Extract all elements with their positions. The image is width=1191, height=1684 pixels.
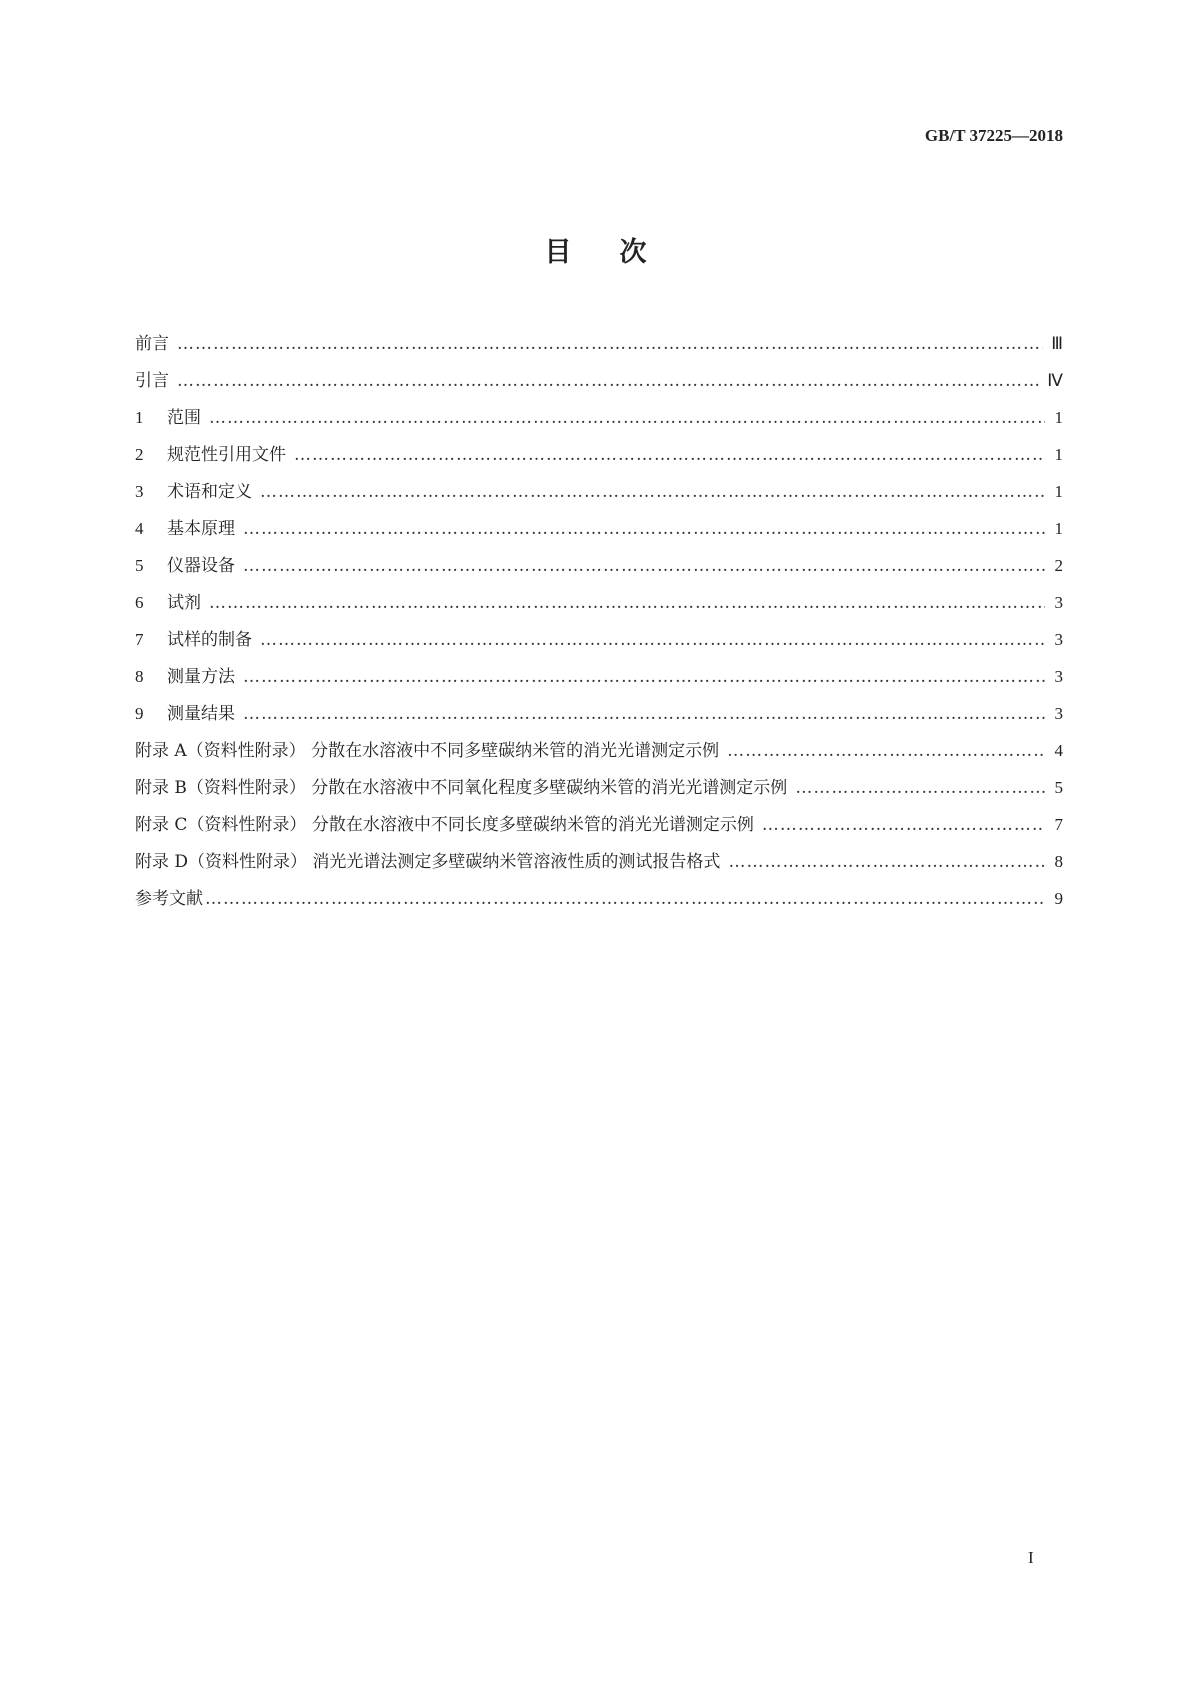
toc-entry-page: 2 <box>1054 556 1063 575</box>
toc-entry-label: 参考文献 <box>135 889 203 909</box>
toc-entry-page: 3 <box>1054 593 1063 612</box>
dot-leader <box>795 778 1045 798</box>
toc-entry-page: 1 <box>1054 482 1063 501</box>
dot-leader <box>260 630 1045 650</box>
toc-entry-number: 5 <box>135 556 144 575</box>
dot-leader <box>209 408 1045 428</box>
page-number: I <box>1028 1548 1034 1567</box>
toc-entry-number: 2 <box>135 445 144 464</box>
dot-leader <box>205 889 1045 909</box>
toc-entry-label: 仪器设备 <box>167 556 235 576</box>
toc-entry-number: 6 <box>135 593 144 612</box>
toc-entry-page: 3 <box>1054 630 1063 649</box>
toc-entry[interactable] <box>135 736 1063 773</box>
toc-entry-label: 测量结果 <box>167 704 235 724</box>
toc-entry-label: 附录 A（资料性附录） 分散在水溶液中不同多壁碳纳米管的消光光谱测定示例 <box>135 741 720 761</box>
dot-leader <box>728 852 1045 872</box>
toc-entry[interactable] <box>135 366 1063 403</box>
toc-entry[interactable] <box>135 514 1063 551</box>
toc-entry-number: 1 <box>135 408 144 427</box>
toc-entry-label: 附录 D（资料性附录） 消光光谱法测定多壁碳纳米管溶液性质的测试报告格式 <box>135 852 721 872</box>
dot-leader <box>260 482 1045 502</box>
toc-entry-label: 附录 C（资料性附录） 分散在水溶液中不同长度多壁碳纳米管的消光光谱测定示例 <box>135 815 754 835</box>
dot-leader <box>243 519 1045 539</box>
toc-entry-label: 范围 <box>167 408 201 428</box>
toc-entry-page: 9 <box>1054 889 1063 908</box>
toc-entry-label: 基本原理 <box>167 519 235 539</box>
toc-entry[interactable] <box>135 588 1063 625</box>
toc-entry-page: 1 <box>1054 519 1063 538</box>
toc-entry-page: 1 <box>1054 408 1063 427</box>
toc-entry-label: 引言 <box>135 371 169 391</box>
toc-entry[interactable] <box>135 625 1063 662</box>
toc-entry-page: Ⅲ <box>1051 334 1063 353</box>
toc-entry-page: 3 <box>1054 667 1063 686</box>
toc-entry-label: 附录 B（资料性附录） 分散在水溶液中不同氧化程度多壁碳纳米管的消光光谱测定示例 <box>135 778 788 798</box>
dot-leader <box>209 593 1045 613</box>
dot-leader <box>294 445 1045 465</box>
page-title: 目次 <box>544 237 695 268</box>
dot-leader <box>727 741 1045 761</box>
toc-entry-page: 4 <box>1054 741 1063 760</box>
toc-entry[interactable] <box>135 329 1063 366</box>
toc-entry-label: 试剂 <box>167 593 201 613</box>
toc-entry[interactable] <box>135 403 1063 440</box>
toc-entry-label: 测量方法 <box>167 667 235 687</box>
toc-entry-page: 3 <box>1054 704 1063 723</box>
toc-entry[interactable] <box>135 662 1063 699</box>
toc-entry-label: 试样的制备 <box>167 630 252 650</box>
table-of-contents <box>135 329 1063 921</box>
toc-entry[interactable] <box>135 884 1063 921</box>
standard-number: GB/T 37225—2018 <box>924 126 1063 145</box>
toc-entry[interactable] <box>135 440 1063 477</box>
toc-entry-page: 5 <box>1054 778 1063 797</box>
dot-leader <box>177 334 1043 354</box>
toc-entry-label: 前言 <box>135 334 169 354</box>
toc-entry-number: 8 <box>135 667 144 686</box>
toc-entry-number: 9 <box>135 704 144 723</box>
toc-entry[interactable] <box>135 699 1063 736</box>
toc-entry[interactable] <box>135 847 1063 884</box>
toc-entry-number: 7 <box>135 630 144 649</box>
dot-leader <box>243 667 1045 687</box>
toc-entry-number: 3 <box>135 482 144 501</box>
toc-entry-number: 4 <box>135 519 144 538</box>
toc-entry-page: 7 <box>1054 815 1063 834</box>
toc-entry[interactable] <box>135 551 1063 588</box>
dot-leader <box>762 815 1045 835</box>
dot-leader <box>243 556 1045 576</box>
toc-entry-page: 8 <box>1054 852 1063 871</box>
toc-entry[interactable] <box>135 773 1063 810</box>
toc-entry[interactable] <box>135 477 1063 514</box>
toc-entry-label: 规范性引用文件 <box>167 445 286 465</box>
toc-entry-label: 术语和定义 <box>167 482 252 502</box>
dot-leader <box>243 704 1045 724</box>
toc-entry[interactable] <box>135 810 1063 847</box>
toc-entry-page: 1 <box>1054 445 1063 464</box>
toc-entry-page: Ⅳ <box>1047 371 1063 390</box>
dot-leader <box>177 371 1039 391</box>
